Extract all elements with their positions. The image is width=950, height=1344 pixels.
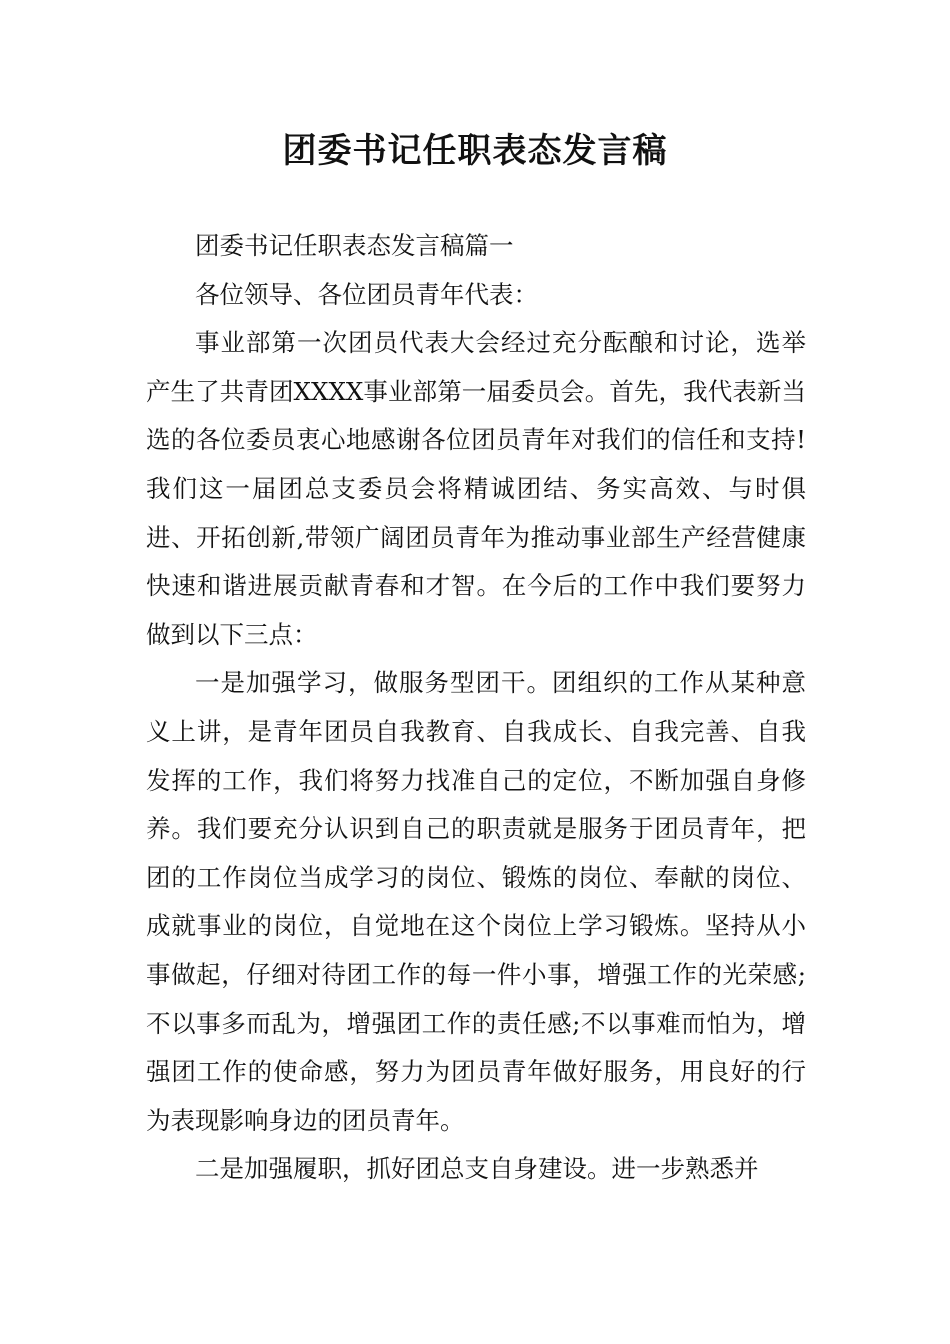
document-body	[146, 222, 806, 1194]
paragraph-point-one: 一是加强学习，做服务型团干。团组织的工作从某种意义上讲，是青年团员自我教育、自我成长、自我完善、自我发挥的工作，我们将努力找准自己的定位，不断加强自身修养。我们要充分认识到自己的职责就是服务于团员青年，把团的工作岗位当成学习的岗位、锻炼的岗位、奉献的岗位、成就事业的岗位，自觉地在这个岗位上学习锻炼。坚持从小事做起，仔细对待团工作的每一件小事，增强工作的光荣感;不以事多而乱为，增强团工作的责任感;不以事难而怕为，增强团工作的使命感，努力为团员青年做好服务，用良好的行为表现影响身边的团员青年。	[146, 668, 806, 1135]
paragraph-heading: 团委书记任职表态发言稿篇一	[195, 231, 514, 260]
paragraph-salutation: 各位领导、各位团员青年代表：	[195, 279, 538, 309]
paragraph-intro: 事业部第一次团员代表大会经过充分酝酿和讨论，选举产生了共青团XXXX事业部第一届委员会。首先，我代表新当选的各位委员衷心地感谢各位团员青年对我们的信任和支持!我们这一届团总支委员会将精诚团结、务实高效、与时俱进、开拓创新,带领广阔团员青年为推动事业部生产经营健康快速和谐进展贡献青春和才智。在今后的工作中我们要努力做到以下三点：	[146, 328, 806, 649]
document-title: 团委书记任职表态发言稿	[282, 131, 668, 171]
paragraph-point-two: 二是加强履职，抓好团总支自身建设。进一步熟悉并	[195, 1154, 759, 1184]
